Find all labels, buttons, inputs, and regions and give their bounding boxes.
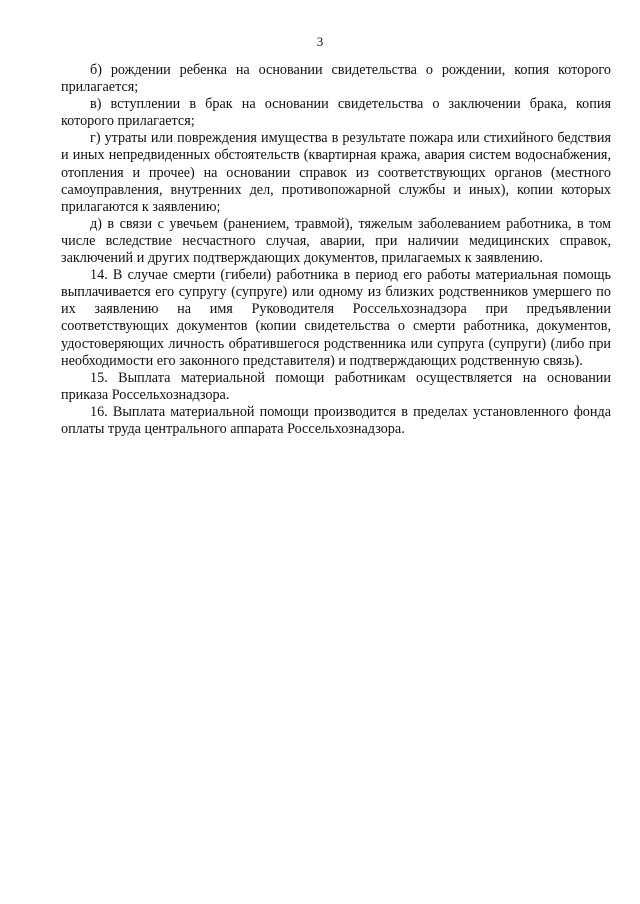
paragraph-marriage: в) вступлении в брак на основании свидетельства о заключении брака, копия которого прилагается; [61, 96, 611, 130]
paragraph-property-loss: г) утраты или повреждения имущества в результате пожара или стихийного бедствия и иных непредвиденных обстоятельств (квартирная кража, авария систем водоснабжения, отопления и прочее) на основании справок из соответствующих органов (местного самоуправления, внутренних дел, противопожарной службы и иных), копии которых прилагаются к заявлению; [61, 130, 611, 215]
paragraph-16-payment-fund: 16. Выплата материальной помощи производится в пределах установленного фонда оплаты труда центрального аппарата Россельхознадзора. [61, 403, 611, 437]
paragraph-birth: б) рождении ребенка на основании свидетельства о рождении, копия которого прилагается; [61, 62, 611, 96]
page-number: 3 [316, 34, 324, 49]
paragraph-15-payment-order: 15. Выплата материальной помощи работникам осуществляется на основании приказа Россельхознадзора. [61, 369, 611, 403]
paragraph-14-death: 14. В случае смерти (гибели) работника в период его работы материальная помощь выплачивается его супругу (супруге) или одному из близких родственников умершего по их заявлению на имя Руководителя Россельхознадзора при предъявлении соответствующих документов (копии свидетельства о смерти работника, документов, удостоверяющих личность обратившегося родственника или супруга (супруги) (либо при необходимости его законного представителя) и подтверждающих родственную связь). [61, 267, 611, 369]
paragraph-injury: д) в связи с увечьем (ранением, травмой), тяжелым заболеванием работника, в том числе вследствие несчастного случая, аварии, при наличии медицинских справок, заключений и других подтверждающих документов, прилагаемых к заявлению. [61, 215, 611, 267]
document-body [61, 62, 611, 438]
